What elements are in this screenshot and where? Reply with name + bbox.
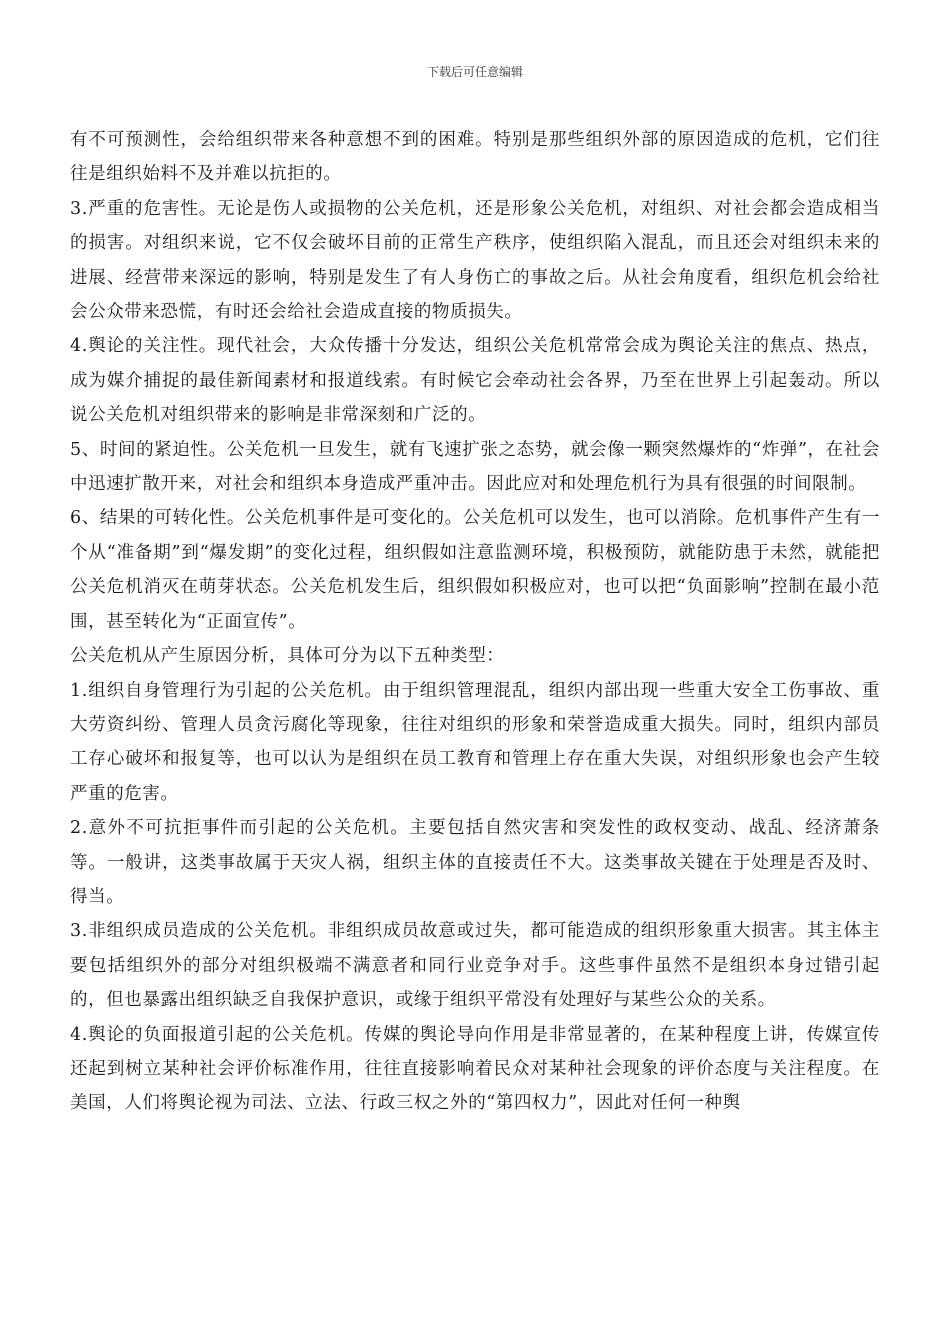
paragraph-continuation: 有不可预测性，会给组织带来各种意想不到的困难。特别是那些组织外部的原因造成的危机，它们往往是组织始料不及并难以抗拒的。 bbox=[70, 130, 880, 185]
paragraph-type-3: 3.非组织成员造成的公关危机。非组织成员故意或过失，都可能造成的组织形象重大损害。其主体主要包括组织外的部分对组织极端不满意者和同行业竞争对手。这些事件虽然不是组织本身过错引起的，但也暴露出组织缺乏自我保护意识，或缘于组织平常没有处理好与某些公众的关系。 bbox=[70, 921, 880, 1011]
paragraph-type-4: 4.舆论的负面报道引起的公关危机。传媒的舆论导向作用是非常显著的，在某种程度上讲，传媒宣传还起到树立某种社会评价标准作用，往往直接影响着民众对某种社会现象的评价态度与关注程度。在美国，人们将舆论视为司法、立法、行政三权之外的“第四权力”，因此对任何一种舆 bbox=[70, 1024, 880, 1114]
paragraph-transformability: 6、结果的可转化性。公关危机事件是可变化的。公关危机可以发生，也可以消除。危机事件产生有一个从“准备期”到“爆发期”的变化过程，组织假如注意监测环境，积极预防，就能防患于未然，就能把公关危机消灭在萌芽状态。公关危机发生后，组织假如积极应对，也可以把“负面影响”控制在最小范围，甚至转化为“正面宣传”。 bbox=[70, 508, 880, 632]
paragraph-type-1: 1.组织自身管理行为引起的公关危机。由于组织管理混乱，组织内部出现一些重大安全工伤事故、重大劳资纠纷、管理人员贪污腐化等现象，往往对组织的形象和荣誉造成重大损失。同时，组织内部员工存心破坏和报复等，也可以认为是组织在员工教育和管理上存在重大失误，对组织形象也会产生较严重的危害。 bbox=[70, 680, 880, 804]
page-header: 下载后可任意编辑 bbox=[426, 65, 523, 79]
paragraph-type-2: 2.意外不可抗拒事件而引起的公关危机。主要包括自然灾害和突发性的政权变动、战乱、经济萧条等。一般讲，这类事故属于天灾人祸，组织主体的直接责任不大。这类事故关键在于处理是否及时、得当。 bbox=[70, 818, 880, 907]
paragraph-severe-harm: 3.严重的危害性。无论是伤人或损物的公关危机，还是形象公关危机，对组织、对社会都会造成相当的损害。对组织来说，它不仅会破坏目前的正常生产秩序，使组织陷入混乱，而且还会对组织未来的进展、经营带来深远的影响，特别是发生了有人身伤亡的事故之后。从社会角度看，组织危机会给社会公众带来恐慌，有时还会给社会造成直接的物质损失。 bbox=[70, 198, 880, 323]
paragraph-types-intro: 公关危机从产生原因分析，具体可分为以下五种类型： bbox=[70, 646, 505, 667]
document-body bbox=[70, 123, 880, 1121]
paragraph-public-attention: 4.舆论的关注性。现代社会，大众传播十分发达，组织公关危机常常会成为舆论关注的焦点、热点，成为媒介捕捉的最佳新闻素材和报道线索。有时候它会牵动社会各界，乃至在世界上引起轰动。所以说公关危机对组织带来的影响是非常深刻和广泛的。 bbox=[70, 336, 880, 426]
paragraph-time-urgency: 5、时间的紧迫性。公关危机一旦发生，就有飞速扩张之态势，就会像一颗突然爆炸的“炸弹”，在社会中迅速扩散开来，对社会和组织本身造成严重冲击。因此应对和处理危机行为具有很强的时间限制。 bbox=[70, 439, 880, 495]
